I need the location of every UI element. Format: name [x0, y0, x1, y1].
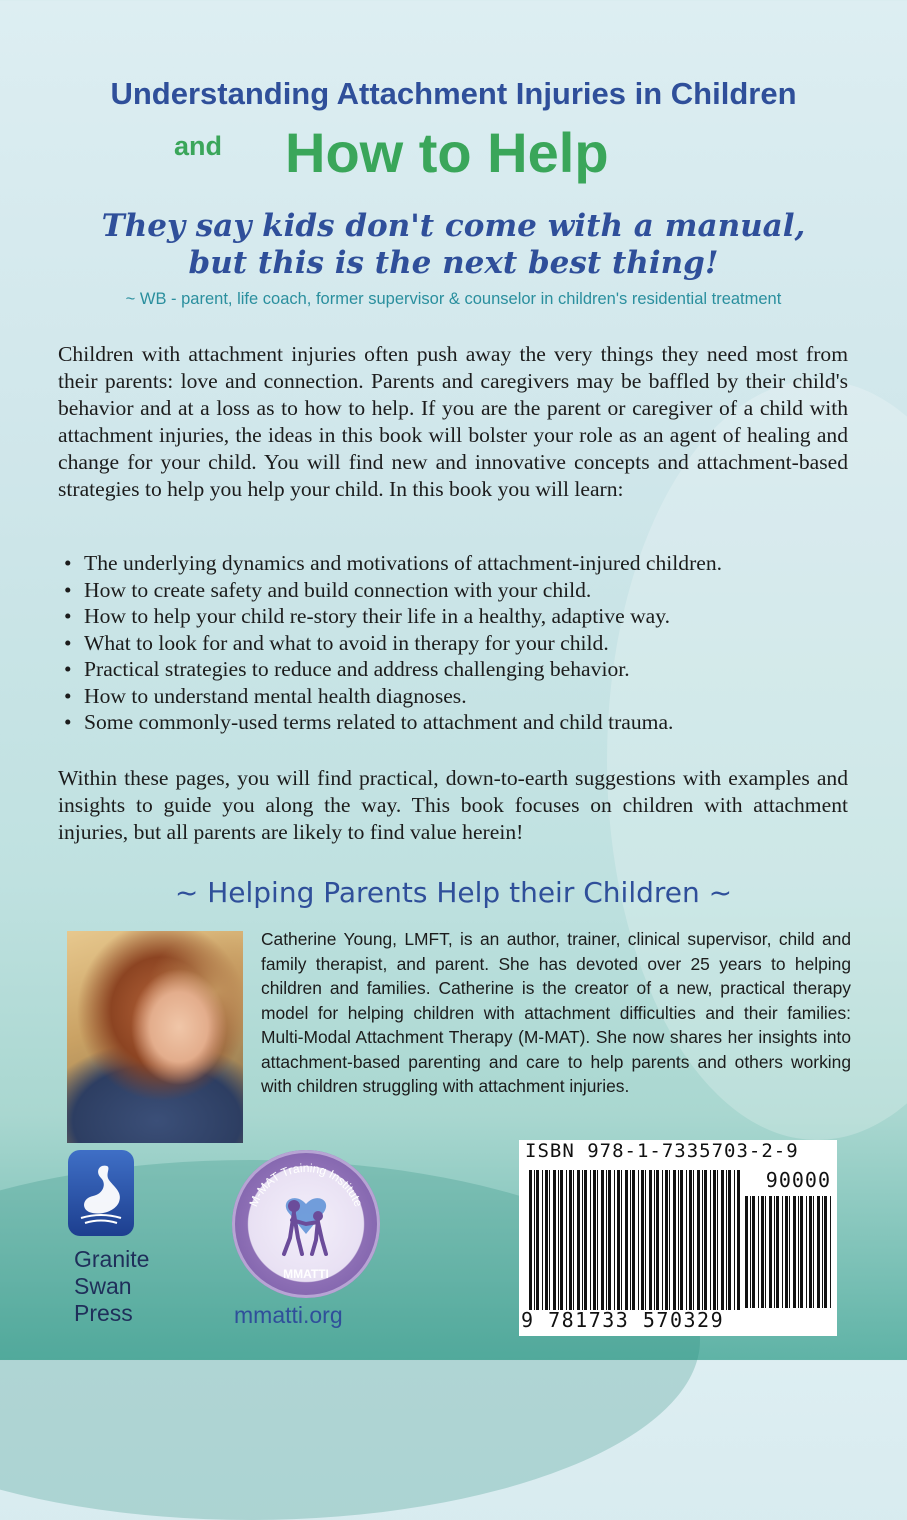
barcode-bar — [545, 1170, 548, 1310]
list-item: • How to create safety and build connection with your child. — [62, 577, 852, 604]
barcode-bar — [713, 1170, 716, 1310]
list-item: • How to understand mental health diagnoses. — [62, 683, 852, 710]
barcode-bar — [593, 1170, 596, 1310]
barcode-bar — [806, 1196, 807, 1308]
barcode-bar — [782, 1196, 783, 1308]
book-subtitle: How to Help — [285, 121, 609, 184]
barcode-bar — [817, 1196, 820, 1308]
barcode-bar — [680, 1170, 683, 1310]
barcode-bar — [785, 1196, 788, 1308]
author-bio: Catherine Young, LMFT, is an author, trainer, clinical supervisor, child and family therapist, and parent. She has devoted over 25 years to helping children and families. Catherine is the creator of a new, practical therapy model for helping children with attachment difficulties and their families: Multi-Modal Attachment Therapy (M-MAT). She now shares her insights into attachment-based parenting and care to help parents and others working with children struggling with attachment injuries. — [261, 929, 851, 1096]
svg-text:M-MAT Training Institute — [246, 1161, 365, 1209]
barcode-bar — [697, 1170, 700, 1310]
barcode-bar — [822, 1196, 823, 1308]
barcode-bar — [632, 1170, 635, 1310]
barcode-bar — [569, 1170, 572, 1310]
book-title: Understanding Attachment Injuries in Children — [110, 76, 797, 111]
publisher-line-1: Granite — [74, 1246, 150, 1272]
list-item: • Some commonly-used terms related to attachment and child trauma. — [62, 709, 852, 736]
barcode-bar — [809, 1196, 812, 1308]
barcode-bar — [761, 1196, 764, 1308]
mmatti-logo-icon — [232, 1150, 380, 1298]
institute-acronym: MMATTI — [283, 1267, 329, 1281]
list-item: • How to help your child re-story their life in a healthy, adaptive way. — [62, 603, 852, 630]
barcode-bar — [830, 1196, 831, 1308]
author-photo — [67, 931, 243, 1143]
barcode-bar — [558, 1170, 559, 1310]
quote-attribution: ~ WB - parent, life coach, former supervisor & counselor in children's residential treatment — [125, 290, 782, 308]
barcode-bar — [606, 1170, 607, 1310]
barcode-digits: 9 781733 570329 — [521, 1308, 725, 1332]
barcode-bar — [689, 1170, 692, 1310]
barcode-bar — [590, 1170, 591, 1310]
list-item: • The underlying dynamics and motivations of attachment-injured children. — [62, 550, 852, 577]
barcode-bar — [813, 1196, 814, 1308]
barcode-bar — [737, 1170, 740, 1310]
endorsement-quote — [0, 208, 907, 282]
learning-list — [62, 550, 852, 736]
barcode-bar — [721, 1170, 724, 1310]
quote-line-2: but this is the next best thing! — [188, 245, 719, 281]
barcode-bar — [542, 1170, 543, 1310]
barcode-bar — [553, 1170, 556, 1310]
closing-paragraph: Within these pages, you will find practical, down-to-earth suggestions with examples and insights to guide you along the way. This book focuses on children with attachment injuries, but all parents are likely to find value herein! — [58, 766, 848, 844]
barcode-bar — [750, 1196, 751, 1308]
barcode-bar — [686, 1170, 687, 1310]
quote-line-1: They say kids don't come with a manual, — [101, 208, 806, 244]
intro-paragraph: Children with attachment injuries often push away the very things they need most from their parents: love and connection. Parents and caregivers may be baffled by their child's behavior and at a loss as to how to help. If you are the parent or caregiver of a child with attachment injuries, the ideas in this book will bolster your role as an agent of healing and change for your child. You will find new and innovative concepts and attachment-based strategies to help you help your child. In this book you will learn: — [58, 342, 848, 501]
barcode-bar — [702, 1170, 703, 1310]
barcode-bar — [710, 1170, 711, 1310]
barcode-bar — [752, 1196, 755, 1308]
barcode-bar — [638, 1170, 639, 1310]
barcode-bar — [774, 1196, 775, 1308]
barcode-bar — [630, 1170, 631, 1310]
barcode-bar — [584, 1170, 587, 1310]
barcode-bar — [693, 1170, 694, 1310]
barcode-bar — [621, 1170, 622, 1310]
barcode-bar — [536, 1170, 539, 1310]
barcode-bar — [789, 1196, 790, 1308]
barcode-bar — [625, 1170, 628, 1310]
barcode-main — [529, 1170, 741, 1310]
barcode-bar — [758, 1196, 759, 1308]
barcode-bar — [649, 1170, 652, 1310]
barcode-bar — [645, 1170, 646, 1310]
barcode-bar — [800, 1196, 803, 1308]
institute-url: mmatti.org — [234, 1302, 343, 1328]
barcode-panel — [519, 1140, 837, 1336]
isbn-label: ISBN 978-1-7335703-2-9 — [525, 1140, 799, 1162]
barcode-bar — [534, 1170, 535, 1310]
barcode-bar — [549, 1170, 550, 1310]
barcode-bar — [601, 1170, 604, 1310]
list-item: • What to look for and what to avoid in therapy for your child. — [62, 630, 852, 657]
barcode-bar — [654, 1170, 655, 1310]
barcode-bar — [656, 1170, 659, 1310]
barcode-bar — [577, 1170, 580, 1310]
barcode-bar — [745, 1196, 748, 1308]
barcode-bar — [717, 1170, 718, 1310]
barcode-bar — [582, 1170, 583, 1310]
institute-ring-text: M-MAT Training Institute — [246, 1160, 366, 1209]
barcode-bar — [608, 1170, 611, 1310]
barcode-bar — [798, 1196, 799, 1308]
publisher-line-2: Swan — [74, 1273, 132, 1299]
barcode-bar — [769, 1196, 772, 1308]
barcode-bar — [765, 1196, 766, 1308]
price-code: 90000 — [765, 1168, 831, 1192]
barcode-bar — [614, 1170, 615, 1310]
barcode-bar — [662, 1170, 663, 1310]
publisher-line-3: Press — [74, 1300, 133, 1326]
publisher-name — [74, 1246, 149, 1327]
list-item: • Practical strategies to reduce and address challenging behavior. — [62, 656, 852, 683]
barcode-bar — [566, 1170, 567, 1310]
barcode-bar — [776, 1196, 779, 1308]
barcode-addon — [745, 1196, 831, 1308]
barcode-bar — [597, 1170, 598, 1310]
barcode-bar — [573, 1170, 574, 1310]
barcode-bar — [726, 1170, 727, 1310]
barcode-bar — [673, 1170, 676, 1310]
barcode-bar — [617, 1170, 620, 1310]
swan-logo-icon — [68, 1150, 134, 1236]
barcode-bar — [665, 1170, 668, 1310]
title-and: and — [174, 131, 223, 161]
barcode-bar — [704, 1170, 707, 1310]
barcode-bar — [728, 1170, 731, 1310]
barcode-bar — [678, 1170, 679, 1310]
barcode-bar — [529, 1170, 532, 1310]
barcode-bar — [734, 1170, 735, 1310]
barcode-bar — [560, 1170, 563, 1310]
tagline: ~ Helping Parents Help their Children ~ — [174, 876, 733, 909]
barcode-bar — [641, 1170, 644, 1310]
barcode-bar — [669, 1170, 670, 1310]
barcode-bar — [824, 1196, 827, 1308]
barcode-bar — [793, 1196, 796, 1308]
